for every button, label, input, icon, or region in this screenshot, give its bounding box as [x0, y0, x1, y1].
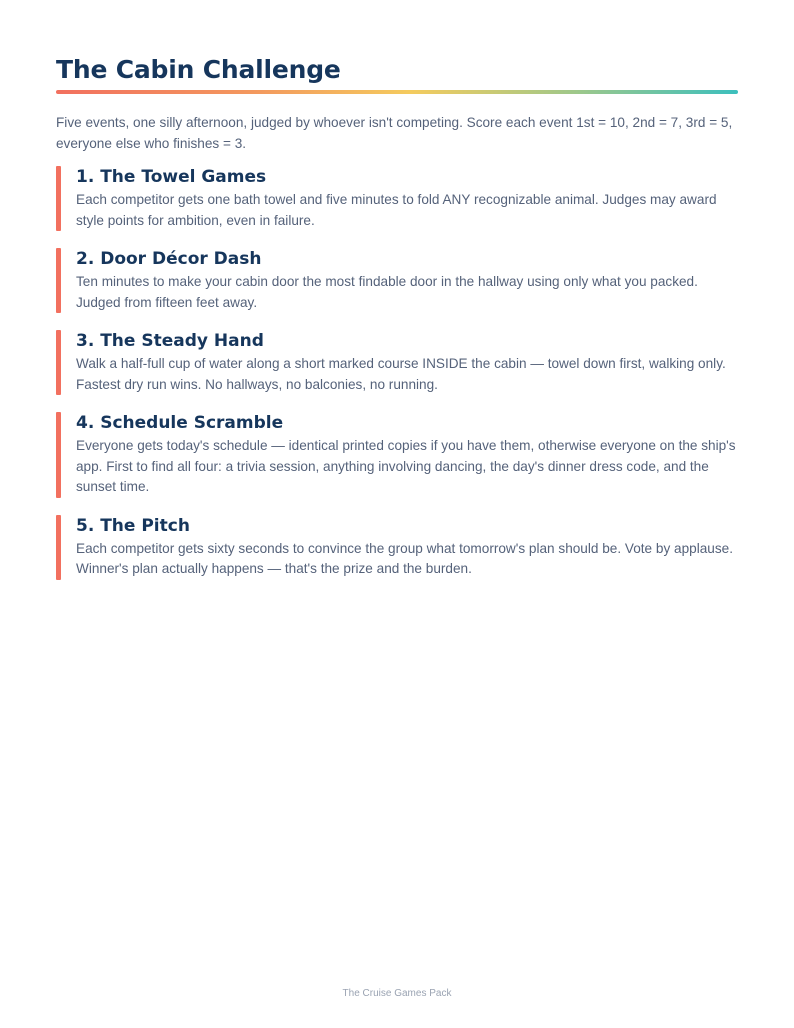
event-title: 5. The Pitch — [76, 515, 190, 536]
event-title: 4. Schedule Scramble — [76, 413, 284, 433]
event-item-steady-hand — [56, 329, 738, 395]
event-description: Each competitor gets one bath towel and five minutes to fold ANY recognizable animal. Judges may award style points for ambition, even in failure. — [76, 192, 717, 228]
title-gradient-rule — [56, 90, 738, 94]
event-list — [56, 165, 738, 580]
document-page — [56, 52, 738, 596]
event-title: 1. The Towel Games — [76, 167, 267, 187]
event-item-schedule-scramble — [56, 411, 738, 498]
page-title: The Cabin Challenge — [56, 55, 341, 84]
event-accent-bar — [56, 330, 61, 395]
event-description: Each competitor gets sixty seconds to convince the group what tomorrow's plan should be. Vote by applause. Winner's plan actually happens — that's the prize and the burden. — [76, 540, 733, 576]
event-title: 3. The Steady Hand — [76, 331, 264, 351]
event-description: Ten minutes to make your cabin door the most findable door in the hallway using only what you packed. Judged from fifteen feet away. — [76, 274, 698, 310]
page-footer: The Cruise Games Pack — [342, 988, 452, 999]
event-item-towel-games — [56, 165, 738, 231]
event-accent-bar — [56, 515, 61, 580]
event-description: Walk a half-full cup of water along a short marked course INSIDE the cabin — towel down first, walking only. Fastest dry run wins. No hallways, no balconies, no running. — [76, 356, 726, 392]
intro-paragraph: Five events, one silly afternoon, judged by whoever isn't competing. Score each event 1st = 10, 2nd = 7, 3rd = 5, everyone else who finishes = 3. — [56, 115, 733, 151]
event-description: Everyone gets today's schedule — identical printed copies if you have them, otherwise everyone on the ship's app. First to find all four: a trivia session, anything involving dancing, the day's dinner dress code, and the sunset time. — [76, 438, 736, 494]
event-item-the-pitch — [56, 514, 738, 580]
event-item-door-decor-dash — [56, 247, 738, 313]
event-accent-bar — [56, 412, 61, 498]
event-accent-bar — [56, 166, 61, 231]
event-title: 2. Door Décor Dash — [76, 249, 262, 269]
event-accent-bar — [56, 248, 61, 313]
